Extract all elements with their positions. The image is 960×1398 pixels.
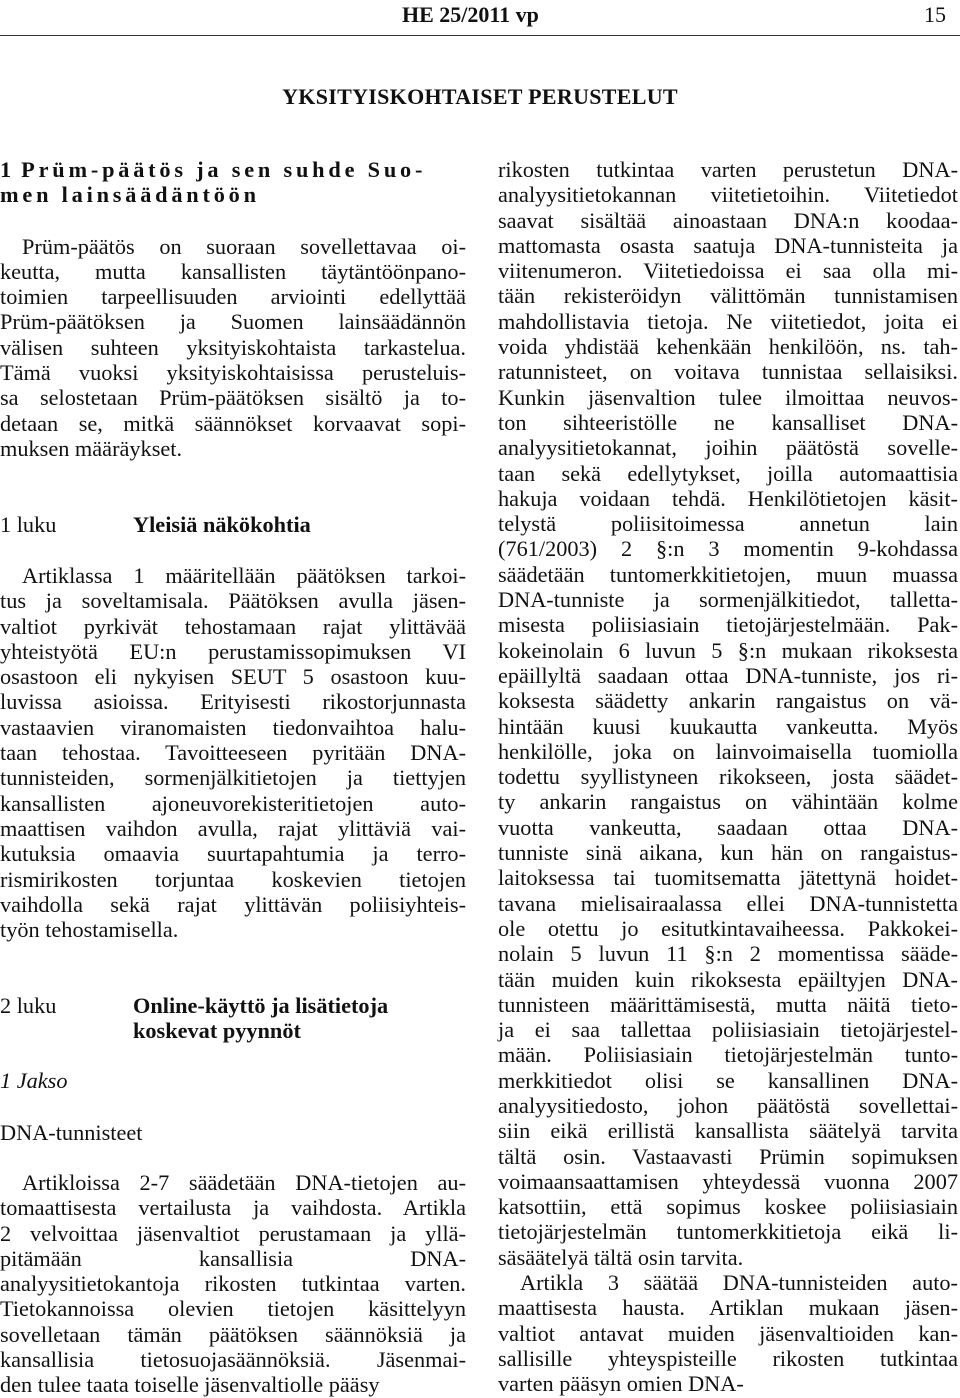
text-line: keutta, mutta kansallisten täytäntöönpano- (0, 258, 466, 284)
text-line: todettu syyllistyneen rikokseen, josta säädet- (498, 764, 958, 790)
text-line: pitämään kansallisia DNA- (0, 1245, 466, 1271)
text-line: toimien tarpeellisuuden arviointi edellyttää (0, 284, 466, 310)
text-line: muksen määräykset. (0, 435, 183, 461)
text-line: säädetään tuntomerkkitietojen, muun muassa (498, 561, 958, 587)
text-line: kutuksia omaavia suurtapahtumia ja terro- (0, 841, 466, 867)
text-line: ja ei saa tallettaa poliisiasiain tietojärjestel- (498, 1017, 958, 1043)
text-line: analyysitiedosto, johon päätöstä sovellettai- (498, 1092, 958, 1118)
text-line: mahdollistavia tietoja. Ne viitetiedot, joita ei (498, 308, 958, 334)
text-line: analyysitietokantoja rikosten tutkintaa varten. (0, 1271, 466, 1297)
document-id: HE 25/2011 vp (402, 2, 539, 27)
text-line: vuotta vankeutta, saadaan ottaa DNA- (498, 814, 958, 840)
main-title: YKSITYISKOHTAISET PERUSTELUT (282, 84, 678, 109)
text-line: Tietokannoissa olevien tietojen käsittelyyn (0, 1296, 466, 1322)
text-line: hakuja voidaan tehdä. Henkilötietojen käsit- (498, 485, 958, 511)
chapter-1-heading (0, 512, 466, 538)
text-line: saavat sisältää ainoastaan DNA:n koodaa- (498, 207, 958, 233)
text-line: ratunnisteet, on voitava tunnistaa sellaisiksi. (498, 359, 958, 385)
section-1-number: 1 (0, 157, 12, 182)
text-line: yhteistyötä EU:n perustamissopimuksen VI (0, 638, 466, 664)
text-line: luvissa asioissa. Erityisesti rikostorjunnasta (0, 689, 466, 715)
text-line: mattomasta osasta saatuja DNA-tunnisteita ja (498, 232, 958, 258)
text-line: telystä poliisitoimessa annetun lain (498, 511, 958, 537)
text-line: den tulee taata toiselle jäsenvaltiolle pääsy (0, 1372, 380, 1398)
section-1-title-line1: 1 Prüm-päätös ja sen suhde Suo- (0, 157, 427, 182)
text-line: sallisille yhteyspisteille rikosten tutkintaa (498, 1345, 958, 1371)
chapter-1-label: 1 luku (0, 512, 57, 537)
text-line: tältä osin. Vastaavasti Prümin sopimuksen (498, 1143, 958, 1169)
text-line: Prüm-päätös on suoraan sovellettavaa oi- (22, 233, 466, 259)
text-line: tään muiden kuin rikoksesta epäiltyjen DNA- (498, 966, 958, 992)
text-line: tomaattisesta vertailusta ja vaihdosta. Artikla (0, 1195, 466, 1221)
text-line: Kunkin jäsenvaltion tulee ilmoittaa neuvos- (498, 384, 958, 410)
text-line: Tämä vuoksi yksityiskohtaisissa perusteluis- (0, 360, 466, 386)
text-line: tietojärjestelmän tuntomerkkitietoja eikä li- (498, 1219, 958, 1245)
text-line: ton sihteeristölle ne kansalliset DNA- (498, 409, 958, 435)
text-line: Artikla 3 säätää DNA-tunnisteiden auto- (520, 1270, 958, 1296)
text-line: vastaavien viranomaisten tiedonvaihtoa halu- (0, 714, 466, 740)
text-line: koksesta säädetty ankarin rangaistus on vä- (498, 688, 958, 714)
text-line: tään rekisteröidyn välittömän tunnistamisen (498, 283, 958, 309)
right-column (498, 157, 958, 1397)
text-line: välisen suhteen yksityiskohtaista tarkastelua. (0, 334, 466, 360)
text-line: tus ja soveltamisala. Päätöksen avulla jäsen- (0, 588, 466, 614)
text-line: henkilölle, joka on lainvoimaisella tuomiolla (498, 738, 958, 764)
chapter-1-body (0, 563, 466, 942)
text-line: 2 velvoittaa jäsenvaltiot perustamaan ja yllä- (0, 1220, 466, 1246)
text-line: hintään kuusi kuukautta vankeutta. Myös (498, 713, 958, 739)
text-line: sa selostetaan Prüm-päätöksen sisältö ja to- (0, 385, 466, 411)
text-line: tunnisteiden, sormenjälkitietojen ja tiettyjen (0, 765, 466, 791)
chapter-2-heading (0, 993, 466, 1045)
text-line: ole otettu jo esitutkintavaiheessa. Pakkokei- (498, 915, 958, 941)
text-line: Artiklassa 1 määritellään päätöksen tarkoi- (22, 563, 466, 588)
section-1-title-line2: men lainsäädäntöön (0, 182, 260, 208)
text-line: tunnisteen määrittämisestä, mutta näitä tieto- (498, 991, 958, 1017)
text-line: Prüm-päätöksen ja Suomen lainsäädännön (0, 309, 466, 335)
text-line: voimaansaattamisen yhteydessä vuonna 2007 (498, 1168, 958, 1194)
text-line: maattisen vaihdon avulla, rajat ylittäviä vai- (0, 815, 466, 841)
text-line: kokeinolain 6 luvun 5 §:n mukaan rikoksesta (498, 637, 958, 663)
text-line: analyysitietokannan viitetietoihin. Viitetiedot (498, 182, 958, 208)
text-line: vaihdolla sekä rajat ylittävän poliisiyhteis- (0, 891, 466, 917)
text-line: viitenumeron. Viitetiedoissa ei saa olla mi- (498, 258, 958, 284)
text-line: misesta poliisiasiain tietojärjestelmään. Pak- (498, 612, 958, 638)
chapter-2-body (0, 1170, 466, 1398)
left-column-section-1 (0, 157, 466, 461)
text-line: merkkitiedot olisi se kansallinen DNA- (498, 1067, 958, 1093)
text-line: DNA-tunniste ja sormenjälkitiedot, talletta- (498, 587, 958, 613)
text-line: siin eikä erillistä kansallista säätelyä tarvita (498, 1118, 958, 1144)
text-line: sovelletaan tämän päätöksen säännöksiä ja (0, 1321, 466, 1347)
chapter-1-title: Yleisiä näkökohtia (133, 512, 311, 537)
text-line: epäillyltä saadaan ottaa DNA-tunniste, jos ri- (498, 662, 958, 688)
text-line: säsäätelyä tältä osin tarvita. (498, 1244, 744, 1270)
text-line: ty ankarin rangaistus on vähintään kolme (498, 789, 958, 815)
right-paragraph-1 (498, 157, 958, 1270)
right-paragraph-2 (498, 1270, 958, 1396)
text-line: katsottiin, että sopimus koskee poliisiasiain (498, 1194, 958, 1220)
text-line: työn tehostamisella. (0, 917, 179, 943)
text-line: kansallisia tietosuojasäännöksiä. Jäsenmai- (0, 1347, 466, 1373)
text-line: maattisesta hausta. Artiklan mukaan jäsen- (498, 1295, 958, 1321)
page-number: 15 (924, 2, 946, 27)
text-line: detaan se, mitkä säännökset korvaavat sopi- (0, 410, 466, 436)
text-line: tavana mielisairaalassa ellei DNA-tunnistetta (498, 890, 958, 916)
text-line: taan sekä edellytykset, joilla automaattisia (498, 460, 958, 486)
text-line: valtiot antavat muiden jäsenvaltioiden kan- (498, 1320, 958, 1346)
text-line: laitoksessa tai tuomitsematta jätettynä hoidet- (498, 865, 958, 891)
text-line: kansallisten ajoneuvorekisteritietojen auto- (0, 790, 466, 816)
text-line: taan tehostaa. Tavoitteeseen pyritään DNA- (0, 740, 466, 766)
text-line: mään. Poliisiasiain tietojärjestelmän tunto- (498, 1042, 958, 1068)
section-1-body (0, 234, 466, 462)
chapter-2-title: Online-käyttö ja lisätietoja koskevat pyynnöt (133, 993, 389, 1044)
text-line: osastoon eli nykyisen SEUT 5 osastoon kuu- (0, 664, 466, 690)
jakso-title: DNA-tunnisteet (0, 1120, 143, 1145)
text-line: valtiot pyrkivät tehostamaan rajat ylittävää (0, 613, 466, 639)
text-line: rismirikosten torjuntaa koskevien tietojen (0, 866, 466, 892)
text-line: nolain 5 luvun 11 §:n 2 momentissa sääde- (498, 941, 958, 967)
text-line: voida yhdistää kehenkään henkilöön, ns. tah- (498, 334, 958, 360)
jakso-label: 1 Jakso (0, 1068, 68, 1093)
text-line: Artikloissa 2-7 säädetään DNA-tietojen au- (22, 1170, 466, 1195)
text-line: varten pääsyn omien DNA- (498, 1371, 744, 1397)
chapter-2-label: 2 luku (0, 993, 57, 1018)
text-line: analyysitietokannat, joihin päätöstä sovelle- (498, 435, 958, 461)
text-line: rikosten tutkintaa varten perustetun DNA- (498, 157, 958, 182)
text-line: (761/2003) 2 §:n 3 momentin 9-kohdassa (498, 536, 958, 562)
text-line: tunniste sinä aikana, kun hän on rangaistus- (498, 840, 958, 866)
header-rule (0, 35, 960, 36)
